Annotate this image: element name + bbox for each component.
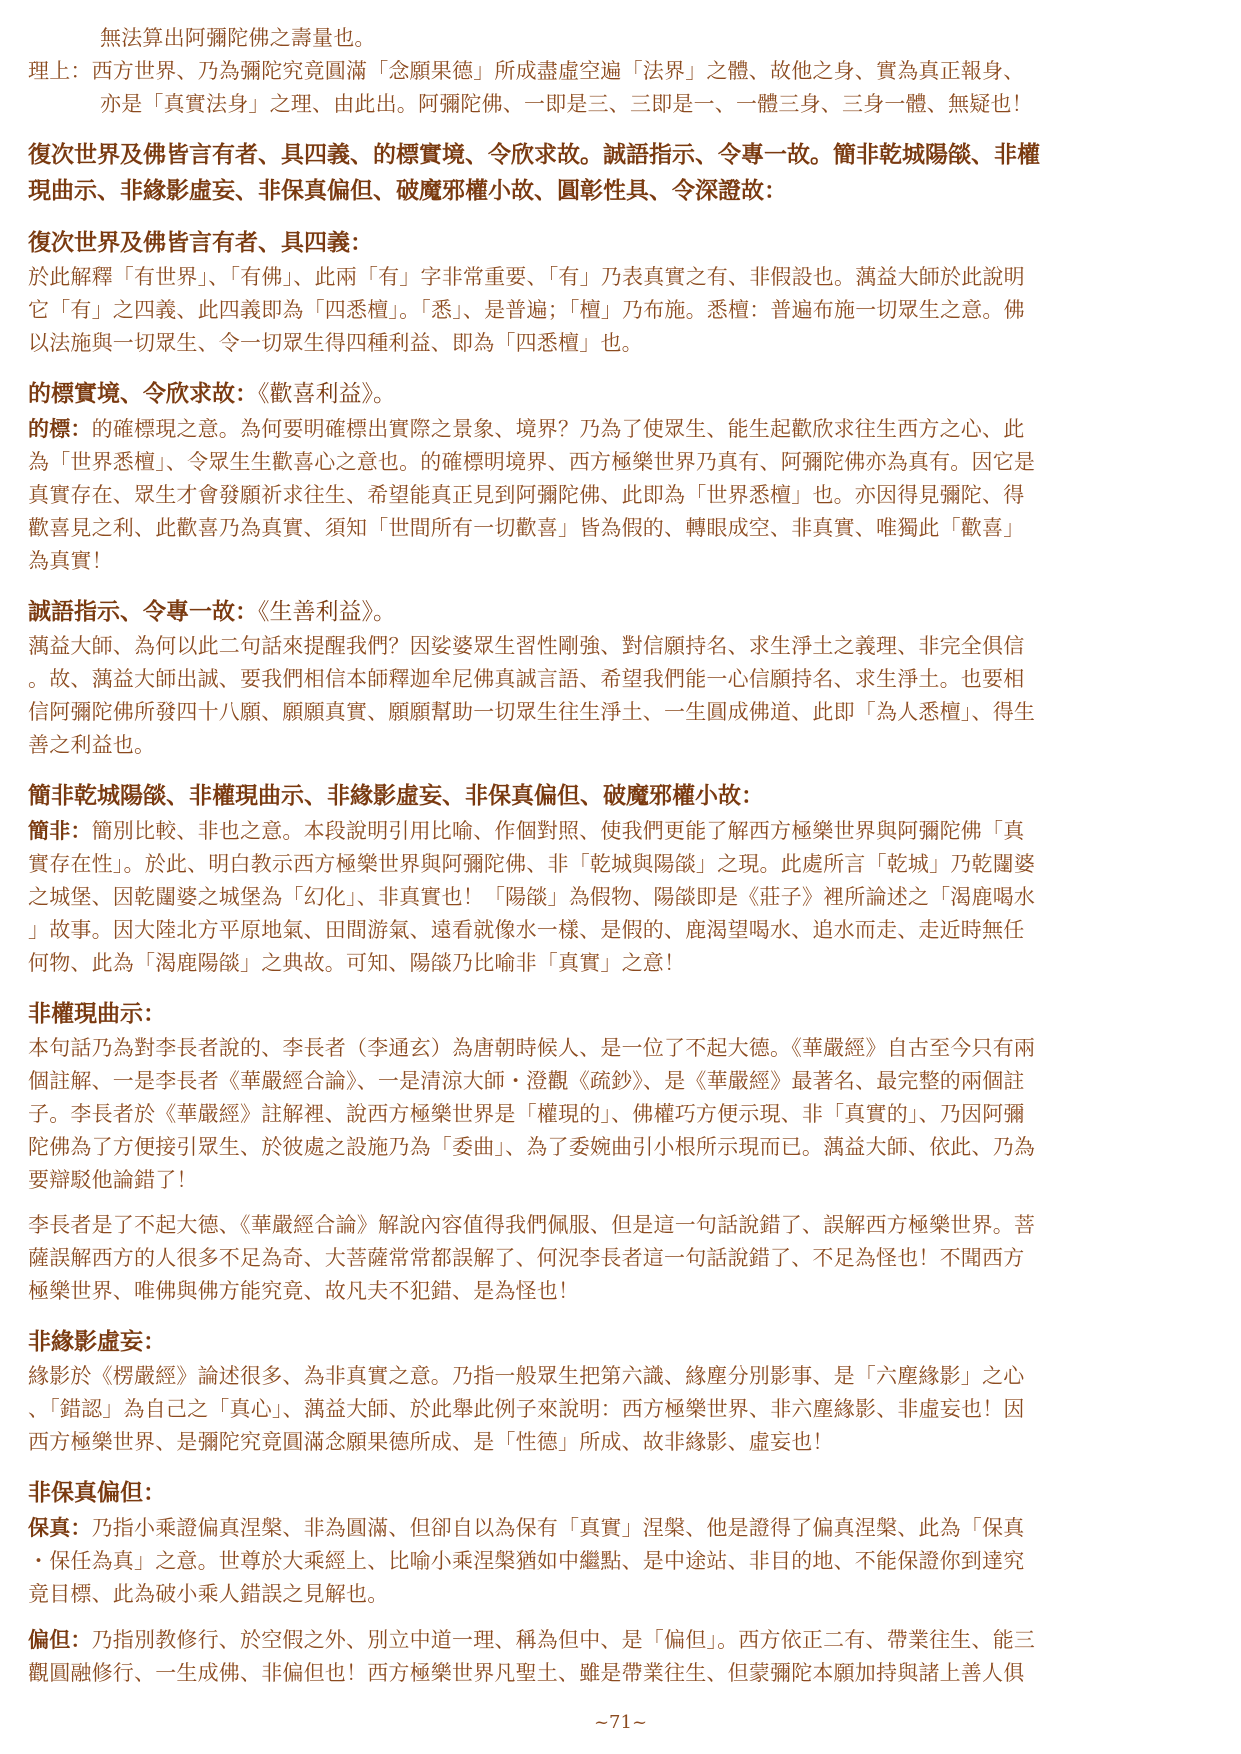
text-line: 善之利益也。: [28, 733, 156, 757]
heading-text: 的標實境、令欣求故：: [28, 380, 258, 407]
text-line: 陀佛為了方便接引眾生、於彼處之設施乃為「委曲」、為了委婉曲引小根所示現而已。蕅益大師、依此、乃為: [28, 1135, 1036, 1159]
page-number: ~71~: [593, 1712, 648, 1733]
text-line: 緣影於《楞嚴經》論述很多、為非真實之意。乃指一般眾生把第六識、緣塵分別影事、是「六塵緣影」之心: [28, 1364, 1025, 1388]
section-heading: [28, 376, 1218, 412]
text-run: 簡別比較、非也之意。本段說明引用比喻、作個對照、使我們更能了解西方極樂世界與阿彌陀佛「真: [91, 819, 1025, 843]
heading-text: 誠語指示、令專一故：: [28, 598, 258, 625]
text-line: 薩誤解西方的人很多不足為奇、大菩薩常常都誤解了、何況李長者這一句話說錯了、不足為怪也！不聞西方: [28, 1246, 1025, 1270]
text-line: [28, 1623, 1218, 1657]
text-line: 」故事。因大陸北方平原地氣、田間游氣、遠看就像水一樣、是假的、鹿渴望喝水、追水而走、走近時無任: [28, 918, 1025, 942]
term-lead: 保真：: [28, 1515, 92, 1540]
term-lead: 偏但：: [28, 1627, 92, 1652]
text-run: 的確標現之意。為何要明確標出實際之景象、境界？乃為了使眾生、能生起歡欣求往生西方之心、此: [91, 417, 1025, 441]
text-line: 、「錯認」為自己之「真心」、蕅益大師、於此舉此例子來說明：西方極樂世界、非六塵緣影、非虛妄也！因: [28, 1397, 1025, 1421]
text-run: 乃指小乘證偏真涅槃、非為圓滿、但卻自以為保有「真實」涅槃、他是證得了偏真涅槃、此為「保真: [91, 1516, 1025, 1540]
text-line: 於此解釋「有世界」、「有佛」、此兩「有」字非常重要、「有」乃表真實之有、非假設也。蕅益大師於此說明: [28, 265, 1025, 289]
text-line: 無法算出阿彌陀佛之壽量也。: [100, 26, 376, 50]
section-heading: 簡非乾城陽燄、非權現曲示、非緣影虛妄、非保真偏但、破魔邪權小故：: [28, 782, 764, 809]
section-heading: [28, 594, 1218, 630]
text-line: 個註解、一是李長者《華嚴經合論》、一是清涼大師・澄觀《疏鈔》、是《華嚴經》最著名、最完整的兩個註: [28, 1069, 1025, 1093]
text-line: 信阿彌陀佛所發四十八願、願願真實、願願幫助一切眾生往生淨土、一生圓成佛道、此即「為人悉檀」、得生: [28, 700, 1036, 724]
text-line: 本句話乃為對李長者說的、李長者（李通玄）為唐朝時候人、是一位了不起大德。《華嚴經》自古至今只有兩: [28, 1036, 1036, 1060]
section-heading: 非緣影虛妄：: [28, 1328, 166, 1355]
page-body: [28, 22, 1218, 1690]
text-line: [28, 814, 1218, 848]
text-line: 理上：西方世界、乃為彌陀究竟圓滿「念願果德」所成盡虛空遍「法界」之體、故他之身、實為真正報身、: [28, 59, 1025, 83]
heading-note: 《歡喜利益》。: [258, 381, 396, 407]
text-line: 。故、蕅益大師出誠、要我們相信本師釋迦牟尼佛真誠言語、希望我們能一心信願持名、求生淨土。也要相: [28, 667, 1025, 691]
text-line: 觀圓融修行、一生成佛、非偏但也！西方極樂世界凡聖土、雖是帶業往生、但蒙彌陀本願加持與諸上善人俱: [28, 1661, 1025, 1685]
text-line: 亦是「真實法身」之理、由此出。阿彌陀佛、一即是三、三即是一、一體三身、三身一體、無疑也！: [100, 92, 1033, 116]
text-line: 之城堡、因乾闥婆之城堡為「幻化」、非真實也！「陽燄」為假物、陽燄即是《莊子》裡所論述之「渴鹿喝水: [28, 885, 1036, 909]
text-line: 它「有」之四義、此四義即為「四悉檀」。「悉」、是普遍；「檀」乃布施。悉檀：普遍布施一切眾生之意。佛: [28, 298, 1025, 322]
text-line: 西方極樂世界、是彌陀究竟圓滿念願果德所成、是「性德」所成、故非緣影、虛妄也！: [28, 1430, 834, 1454]
text-line: 要辯駁他論錯了！: [28, 1168, 198, 1192]
text-line: 竟目標、此為破小乘人錯誤之見解也。: [28, 1582, 389, 1606]
text-line: 為真實！: [28, 549, 113, 573]
text-line: 子。李長者於《華嚴經》註解裡、說西方極樂世界是「權現的」、佛權巧方便示現、非「真實的」、乃因阿彌: [28, 1102, 1025, 1126]
text-line: [28, 412, 1218, 446]
text-line: 實存在性」。於此、明白教示西方極樂世界與阿彌陀佛、非「乾城與陽燄」之現。此處所言「乾城」乃乾闥婆: [28, 852, 1036, 876]
text-line: 極樂世界、唯佛與佛方能究竟、故凡夫不犯錯、是為怪也！: [28, 1279, 580, 1303]
text-line: 李長者是了不起大德、《華嚴經合論》解說內容值得我們佩服、但是這一句話說錯了、誤解西方極樂世界。菩: [28, 1213, 1036, 1237]
section-heading: 非權現曲示：: [28, 1000, 166, 1027]
section-heading: 非保真偏但：: [28, 1479, 166, 1506]
term-lead: 簡非：: [28, 818, 92, 843]
text-line: 蕅益大師、為何以此二句話來提醒我們？因娑婆眾生習性剛強、對信願持名、求生淨土之義理、非完全俱信: [28, 634, 1025, 658]
main-heading: 復次世界及佛皆言有者、具四義、的標實境、令欣求故。誠語指示、令專一故。簡非乾城陽燄、非權: [28, 141, 1040, 168]
text-line: 為「世界悉檀」、令眾生生歡喜心之意也。的確標明境界、西方極樂世界乃真有、阿彌陀佛亦為真有。因它是: [28, 450, 1036, 474]
heading-note: 《生善利益》。: [258, 599, 396, 625]
text-line: 真實存在、眾生才會發願祈求往生、希望能真正見到阿彌陀佛、此即為「世界悉檀」也。亦因得見彌陀、得: [28, 483, 1025, 507]
section-heading: 復次世界及佛皆言有者、具四義：: [28, 229, 373, 256]
text-line: [28, 1511, 1218, 1545]
term-lead: 的標：: [28, 416, 92, 441]
text-line: 歡喜見之利、此歡喜乃為真實、須知「世間所有一切歡喜」皆為假的、轉眼成空、非真實、唯獨此「歡喜」: [28, 516, 1025, 540]
text-line: 何物、此為「渴鹿陽燄」之典故。可知、陽燄乃比喻非「真實」之意！: [28, 951, 686, 975]
text-line: ・保任為真」之意。世尊於大乘經上、比喻小乘涅槃猶如中繼點、是中途站、非目的地、不能保證你到達究: [28, 1549, 1025, 1573]
main-heading: 現曲示、非緣影虛妄、非保真偏但、破魔邪權小故、圓彰性具、令深證故：: [28, 177, 787, 204]
text-line: 以法施與一切眾生、令一切眾生得四種利益、即為「四悉檀」也。: [28, 331, 643, 355]
text-run: 乃指別教修行、於空假之外、別立中道一理、稱為但中、是「偏但」。西方依正二有、帶業往生、能三: [91, 1628, 1036, 1652]
